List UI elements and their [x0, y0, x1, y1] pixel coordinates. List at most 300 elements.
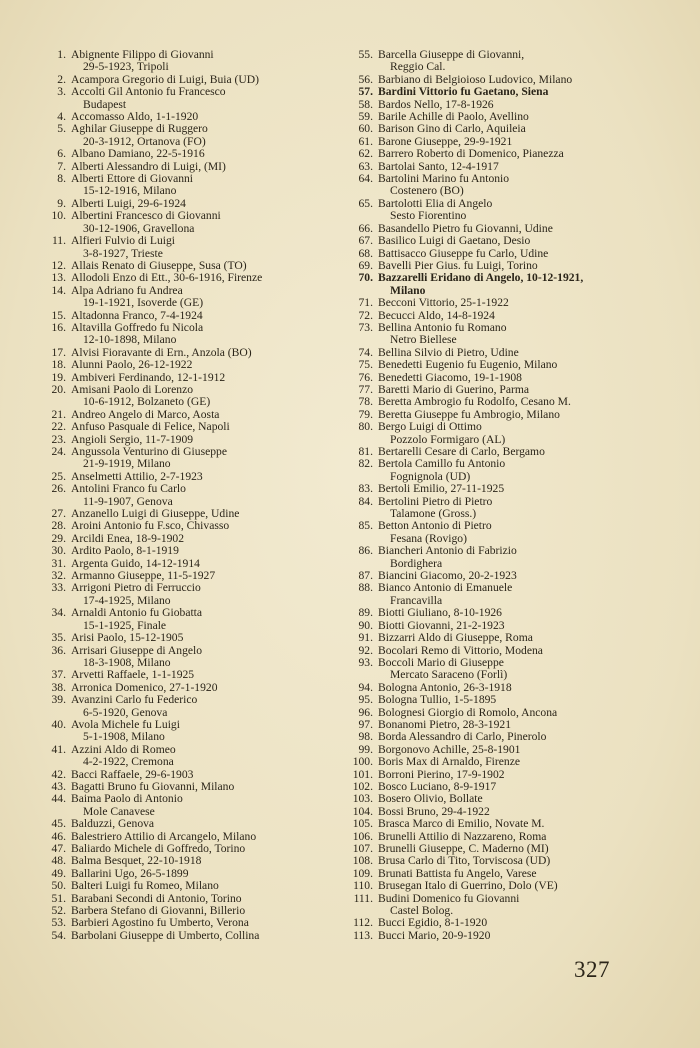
- entry-name-line: Bergo Luigi di Ottimo: [378, 420, 482, 434]
- entry-number: 1.: [57, 48, 66, 61]
- entry-number: 54.: [51, 928, 66, 942]
- entry-name-line: Bolognesi Giorgio di Romolo, Ancona: [378, 705, 558, 719]
- entry-continuation-line: 11-9-1907, Genova: [83, 494, 173, 508]
- entry-name-line: Bartolai Santo, 12-4-1917: [378, 159, 499, 173]
- entry-name-line: Bucci Egidio, 8-1-1920: [378, 916, 488, 930]
- entry-number: 26.: [51, 482, 66, 496]
- entry-name-line: Bizzarri Aldo di Giuseppe, Roma: [378, 631, 533, 645]
- entry-number: 65.: [358, 196, 373, 210]
- list-item: [344, 458, 689, 483]
- entry-continuation-line: Budapest: [83, 97, 127, 111]
- list-item: [40, 285, 340, 310]
- entry-text: [71, 793, 183, 818]
- list-item: [40, 632, 340, 644]
- entry-number: 22.: [51, 420, 66, 434]
- list-item: [344, 297, 689, 309]
- entry-number: 44.: [51, 792, 66, 806]
- entry-name-line: Borda Alessandro di Carlo, Pinerolo: [378, 730, 547, 744]
- entry-number: 29.: [51, 531, 66, 545]
- entry-name-line: Biotti Giovanni, 21-2-1923: [378, 618, 505, 632]
- list-item: [344, 322, 689, 347]
- entry-name-line: Abignente Filippo di Giovanni: [71, 48, 214, 61]
- entry-number: 32.: [51, 569, 66, 583]
- entry-name-line: Bartolini Marino fu Antonio: [378, 172, 510, 186]
- list-item: [40, 421, 340, 433]
- entry-text: [378, 520, 492, 545]
- entry-number: 50.: [51, 879, 66, 893]
- entry-name-line: Biotti Giuliano, 8-10-1926: [378, 606, 502, 620]
- entry-number: 28.: [51, 519, 66, 533]
- entry-name-line: Barbiano di Belgioioso Ludovico, Milano: [378, 72, 573, 86]
- list-item: [344, 818, 689, 830]
- entry-name-line: Beretta Ambrogio fu Rodolfo, Cesano M.: [378, 395, 571, 409]
- entry-name-line: Barison Gino di Carlo, Aquileia: [378, 122, 526, 136]
- entry-text: [71, 582, 201, 607]
- entry-name-line: Balma Besquet, 22-10-1918: [71, 854, 202, 868]
- entry-text: [71, 123, 208, 148]
- entry-name-line: Avola Michele fu Luigi: [71, 717, 180, 731]
- entry-name-line: Argenta Guido, 14-12-1914: [71, 556, 200, 570]
- list-item: [344, 930, 689, 942]
- entry-name-line: Beretta Giuseppe fu Ambrogio, Milano: [378, 407, 560, 421]
- entry-number: 79.: [358, 407, 373, 421]
- entry-continuation-line: 6-5-1920, Genova: [83, 705, 168, 719]
- entry-text: [71, 86, 226, 111]
- entry-name-line: Angussola Venturino di Giuseppe: [71, 445, 227, 458]
- entry-name-line: Bavelli Pier Gius. fu Luigi, Torino: [378, 258, 538, 272]
- entry-continuation-line: 20-3-1912, Ortanova (FO): [83, 134, 206, 148]
- entry-number: 97.: [358, 717, 373, 731]
- entry-number: 99.: [358, 742, 373, 756]
- entry-name-line: Basilico Luigi di Gaetano, Desio: [378, 234, 531, 248]
- entry-name-line: Allodoli Enzo di Ett., 30-6-1916, Firenze: [71, 271, 263, 285]
- list-item: [344, 148, 689, 160]
- entry-number: 16.: [51, 320, 66, 334]
- entry-text: [71, 632, 183, 644]
- entry-text: [378, 756, 520, 768]
- list-item: [344, 496, 689, 521]
- entry-continuation-line: 4-2-1922, Cremona: [83, 755, 174, 769]
- entry-text: [71, 173, 193, 198]
- entry-text: [378, 49, 524, 74]
- entry-text: [378, 607, 502, 619]
- entry-text: [378, 297, 509, 309]
- entry-name-line: Accolti Gil Antonio fu Francesco: [71, 85, 226, 99]
- entry-number: 45.: [51, 817, 66, 831]
- entry-name-line: Boris Max di Arnaldo, Firenze: [378, 755, 521, 769]
- entry-number: 72.: [358, 308, 373, 322]
- entry-text: [71, 930, 259, 942]
- entry-continuation-line: Milano: [390, 283, 426, 297]
- entry-name-line: Arcildi Enea, 18-9-1902: [71, 531, 185, 545]
- entry-name-line: Brunati Battista fu Angelo, Varese: [378, 866, 537, 880]
- entry-number: 10.: [51, 209, 66, 223]
- entry-name-line: Brunelli Attilio di Nazzareno, Roma: [378, 829, 547, 843]
- entry-continuation-line: Costenero (BO): [390, 184, 464, 198]
- entry-name-line: Bosco Luciano, 8-9-1917: [378, 779, 497, 793]
- entry-text: [71, 446, 227, 471]
- entry-number: 12.: [51, 258, 66, 272]
- entry-name-line: Borroni Pierino, 17-9-1902: [378, 767, 505, 781]
- entry-number: 18.: [51, 358, 66, 372]
- entry-number: 4.: [57, 110, 66, 124]
- entry-number: 17.: [51, 345, 66, 359]
- list-item: [344, 545, 689, 570]
- entry-number: 25.: [51, 469, 66, 483]
- entry-number: 105.: [352, 817, 373, 831]
- entry-name-line: Becucci Aldo, 14-8-1924: [378, 308, 495, 322]
- list-item: [40, 384, 340, 409]
- list-item: [40, 272, 340, 284]
- entry-number: 108.: [352, 854, 373, 868]
- entry-name-line: Bossi Bruno, 29-4-1922: [378, 804, 490, 818]
- entry-text: [378, 235, 530, 247]
- entry-text: [378, 731, 546, 743]
- entry-name-line: Brusegan Italo di Guerrino, Dolo (VE): [378, 879, 558, 893]
- entry-number: 90.: [358, 618, 373, 632]
- entry-number: 73.: [358, 320, 373, 334]
- entry-name-line: Arisi Paolo, 15-12-1905: [71, 631, 184, 645]
- list-item: [344, 483, 689, 495]
- entry-continuation-line: 15-12-1916, Milano: [83, 184, 177, 198]
- entry-name-line: Alpa Adriano fu Andrea: [71, 283, 183, 297]
- entry-text: [71, 669, 194, 681]
- entry-continuation-line: Pozzolo Formigaro (AL): [390, 432, 506, 446]
- entry-name-line: Brunelli Giuseppe, C. Maderno (MI): [378, 842, 549, 855]
- entry-name-line: Ballarini Ugo, 26-5-1899: [71, 866, 189, 880]
- list-item: [40, 545, 340, 557]
- entry-number: 52.: [51, 904, 66, 918]
- list-item: [40, 744, 340, 769]
- entry-text: [378, 893, 519, 918]
- entry-name-line: Bosero Olivio, Bollate: [378, 792, 483, 806]
- entry-number: 51.: [51, 891, 66, 905]
- entry-name-line: Bologna Antonio, 26-3-1918: [378, 680, 512, 694]
- list-item: [344, 123, 689, 135]
- entry-number: 62.: [358, 147, 373, 161]
- entry-name-line: Arrigoni Pietro di Ferruccio: [71, 581, 201, 595]
- entry-name-line: Bologna Tullio, 1-5-1895: [378, 693, 497, 707]
- entry-number: 84.: [358, 494, 373, 508]
- entry-name-line: Becconi Vittorio, 25-1-1922: [378, 296, 509, 310]
- list-item: [344, 421, 689, 446]
- entry-number: 2.: [57, 72, 66, 86]
- entry-continuation-line: Bordighera: [390, 556, 443, 570]
- entry-number: 57.: [358, 85, 373, 99]
- entry-number: 55.: [358, 48, 373, 61]
- entry-continuation-line: Fesana (Rovigo): [390, 531, 467, 545]
- entry-continuation-line: Mole Canavese: [83, 804, 155, 818]
- list-item: [344, 756, 689, 768]
- list-item: [344, 731, 689, 743]
- entry-number: 19.: [51, 370, 66, 384]
- entry-name-line: Baima Paolo di Antonio: [71, 792, 183, 806]
- entry-name-line: Avanzini Carlo fu Federico: [71, 693, 198, 707]
- list-item: [40, 235, 340, 260]
- entry-text: [71, 148, 205, 160]
- entry-number: 9.: [57, 196, 66, 210]
- entry-number: 66.: [358, 221, 373, 235]
- entry-number: 81.: [358, 445, 373, 458]
- entry-name-line: Brasca Marco di Emilio, Novate M.: [378, 817, 545, 831]
- entry-name-line: Balestriero Attilio di Arcangelo, Milano: [71, 829, 257, 843]
- list-item: [40, 930, 340, 942]
- entry-name-line: Bianco Antonio di Emanuele: [378, 581, 513, 595]
- entry-number: 64.: [358, 172, 373, 186]
- names-column-right: [344, 49, 689, 942]
- entry-name-line: Angioli Sergio, 11-7-1909: [71, 432, 194, 446]
- entry-number: 30.: [51, 544, 66, 558]
- list-item: [40, 880, 340, 892]
- entry-name-line: Battisacco Giuseppe fu Carlo, Udine: [378, 246, 549, 260]
- entry-name-line: Andreo Angelo di Marco, Aosta: [71, 407, 220, 421]
- page-number: 327: [574, 957, 610, 982]
- entry-name-line: Bucci Mario, 20-9-1920: [378, 928, 491, 942]
- entry-number: 61.: [358, 134, 373, 148]
- entry-text: [71, 855, 201, 867]
- entry-text: [378, 694, 496, 706]
- entry-number: 88.: [358, 581, 373, 595]
- entry-number: 23.: [51, 432, 66, 446]
- entry-name-line: Arvetti Raffaele, 1-1-1925: [71, 668, 195, 682]
- entry-name-line: Bertola Camillo fu Antonio: [378, 457, 506, 471]
- entry-number: 8.: [57, 172, 66, 186]
- entry-number: 48.: [51, 854, 66, 868]
- list-item: [40, 210, 340, 235]
- entry-number: 69.: [358, 258, 373, 272]
- entry-number: 75.: [358, 358, 373, 372]
- entry-continuation-line: Castel Bolog.: [390, 904, 454, 918]
- entry-continuation-line: 18-3-1908, Milano: [83, 655, 171, 669]
- list-item: [344, 396, 689, 408]
- entry-name-line: Balteri Luigi fu Romeo, Milano: [71, 879, 219, 893]
- entry-name-line: Baliardo Michele di Goffredo, Torino: [71, 842, 246, 855]
- entry-text: [378, 483, 504, 495]
- entry-number: 35.: [51, 631, 66, 645]
- entry-continuation-line: Mercato Saraceno (Forlì): [390, 668, 508, 682]
- entry-text: [71, 645, 202, 670]
- entry-name-line: Benedetti Eugenio fu Eugenio, Milano: [378, 358, 558, 372]
- entry-name-line: Arronica Domenico, 27-1-1920: [71, 680, 218, 694]
- entry-number: 31.: [51, 556, 66, 570]
- entry-number: 21.: [51, 407, 66, 421]
- entry-name-line: Albano Damiano, 22-5-1916: [71, 147, 205, 161]
- entry-name-line: Acampora Gregorio di Luigi, Buia (UD): [71, 72, 260, 86]
- entry-number: 13.: [51, 271, 66, 285]
- entry-number: 33.: [51, 581, 66, 595]
- entry-name-line: Bertarelli Cesare di Carlo, Bergamo: [378, 445, 545, 458]
- entry-number: 59.: [358, 110, 373, 124]
- list-item: [40, 173, 340, 198]
- entry-continuation-line: 3-8-1927, Trieste: [83, 246, 163, 260]
- entry-name-line: Bardini Vittorio fu Gaetano, Siena: [378, 85, 549, 99]
- entry-number: 36.: [51, 643, 66, 657]
- entry-name-line: Ambiveri Ferdinando, 12-1-1912: [71, 370, 226, 384]
- entry-name-line: Aroini Antonio fu F.sco, Chivasso: [71, 519, 230, 533]
- entry-text: [378, 272, 583, 297]
- entry-number: 76.: [358, 370, 373, 384]
- entry-continuation-line: 5-1-1908, Milano: [83, 730, 165, 744]
- entry-name-line: Barbolani Giuseppe di Umberto, Collina: [71, 928, 260, 942]
- entry-number: 74.: [358, 345, 373, 359]
- list-item: [344, 880, 689, 892]
- entry-name-line: Anzanello Luigi di Giuseppe, Udine: [71, 507, 240, 521]
- list-item: [344, 657, 689, 682]
- entry-name-line: Bagatti Bruno fu Giovanni, Milano: [71, 779, 235, 793]
- list-item: [344, 607, 689, 619]
- entry-text: [378, 917, 487, 929]
- entry-continuation-line: 10-6-1912, Bolzaneto (GE): [83, 395, 211, 409]
- entry-text: [71, 384, 210, 409]
- entry-name-line: Bellina Antonio fu Romano: [378, 320, 507, 334]
- list-item: [344, 198, 689, 223]
- entry-number: 27.: [51, 507, 66, 521]
- entry-text: [71, 818, 154, 830]
- entry-text: [378, 458, 505, 483]
- entry-number: 24.: [51, 445, 66, 458]
- entry-name-line: Aghilar Giuseppe di Ruggero: [71, 122, 208, 136]
- entry-text: [378, 359, 557, 371]
- list-item: [40, 917, 340, 929]
- list-item: [40, 86, 340, 111]
- list-item: [344, 235, 689, 247]
- entry-name-line: Allais Renato di Giuseppe, Susa (TO): [71, 258, 247, 272]
- entry-number: 101.: [352, 767, 373, 781]
- entry-number: 78.: [358, 395, 373, 409]
- entry-number: 40.: [51, 717, 66, 731]
- entry-number: 68.: [358, 246, 373, 260]
- entry-name-line: Barcella Giuseppe di Giovanni,: [378, 48, 525, 61]
- entry-continuation-line: 29-5-1923, Tripoli: [83, 60, 169, 74]
- entry-number: 109.: [352, 866, 373, 880]
- entry-name-line: Albertini Francesco di Giovanni: [71, 209, 221, 223]
- entry-number: 113.: [353, 928, 373, 942]
- entry-number: 67.: [358, 234, 373, 248]
- entry-continuation-line: Fognignola (UD): [390, 469, 471, 483]
- entry-number: 100.: [352, 755, 373, 769]
- entry-name-line: Alvisi Fioravante di Ern., Anzola (BO): [71, 345, 252, 359]
- list-item: [40, 582, 340, 607]
- entry-text: [378, 198, 492, 223]
- entry-name-line: Alfieri Fulvio di Luigi: [71, 234, 176, 248]
- entry-name-line: Alberti Luigi, 29-6-1924: [71, 196, 186, 210]
- entry-name-line: Amisani Paolo di Lorenzo: [71, 382, 194, 396]
- list-item: [344, 917, 689, 929]
- list-item: [40, 148, 340, 160]
- entry-continuation-line: Talamone (Gross.): [390, 507, 477, 521]
- entry-name-line: Barabani Secondi di Antonio, Torino: [71, 891, 242, 905]
- entry-number: 83.: [358, 482, 373, 496]
- entry-number: 15.: [51, 308, 66, 322]
- entry-number: 70.: [358, 271, 373, 285]
- entry-text: [71, 49, 214, 74]
- entry-text: [71, 359, 192, 371]
- list-item: [344, 632, 689, 644]
- list-item: [40, 49, 340, 74]
- entry-number: 7.: [57, 159, 66, 173]
- entry-continuation-line: Netro Biellese: [390, 333, 457, 347]
- list-item: [40, 322, 340, 347]
- entry-number: 60.: [358, 122, 373, 136]
- entry-number: 71.: [358, 296, 373, 310]
- entry-name-line: Bellina Silvio di Pietro, Udine: [378, 345, 519, 359]
- entry-text: [71, 607, 202, 632]
- entry-name-line: Barbera Stefano di Giovanni, Billerio: [71, 904, 246, 918]
- entry-continuation-line: Sesto Fiorentino: [390, 209, 467, 223]
- entry-number: 37.: [51, 668, 66, 682]
- entry-number: 5.: [57, 122, 66, 136]
- entry-text: [378, 322, 507, 347]
- entry-name-line: Anselmetti Attilio, 2-7-1923: [71, 469, 203, 483]
- entry-number: 93.: [358, 655, 373, 669]
- entry-name-line: Altadonna Franco, 7-4-1924: [71, 308, 203, 322]
- entry-number: 106.: [352, 829, 373, 843]
- list-item: [40, 123, 340, 148]
- list-item: [344, 520, 689, 545]
- entry-continuation-line: 19-1-1921, Isoverde (GE): [83, 296, 204, 310]
- entry-text: [378, 396, 571, 408]
- entry-number: 103.: [352, 792, 373, 806]
- entry-name-line: Bonanomi Pietro, 28-3-1921: [378, 717, 511, 731]
- entry-text: [71, 545, 179, 557]
- entry-name-line: Bocolari Remo di Vittorio, Modena: [378, 643, 543, 657]
- entry-name-line: Arrisari Giuseppe di Angelo: [71, 643, 203, 657]
- entry-number: 85.: [358, 519, 373, 533]
- entry-continuation-line: Reggio Cal.: [390, 60, 446, 74]
- entry-text: [378, 421, 505, 446]
- entry-text: [71, 520, 229, 532]
- entry-name-line: Barone Giuseppe, 29-9-1921: [378, 134, 513, 148]
- entry-number: 111.: [353, 891, 373, 905]
- list-item: [40, 669, 340, 681]
- entry-text: [71, 421, 230, 433]
- list-item: [40, 855, 340, 867]
- entry-text: [71, 744, 176, 769]
- entry-text: [378, 632, 533, 644]
- entry-number: 92.: [358, 643, 373, 657]
- entry-name-line: Alunni Paolo, 26-12-1922: [71, 358, 193, 372]
- entry-text: [71, 880, 219, 892]
- entry-continuation-line: 12-10-1898, Milano: [83, 333, 177, 347]
- entry-number: 42.: [51, 767, 66, 781]
- entry-number: 6.: [57, 147, 66, 161]
- entry-text: [378, 818, 544, 830]
- entry-text: [378, 496, 492, 521]
- list-item: [344, 173, 689, 198]
- entry-name-line: Bardos Nello, 17-8-1926: [378, 97, 494, 111]
- entry-number: 20.: [51, 382, 66, 396]
- entry-number: 102.: [352, 779, 373, 793]
- list-item: [344, 855, 689, 867]
- entry-text: [378, 148, 564, 160]
- entry-name-line: Basandello Pietro fu Giovanni, Udine: [378, 221, 553, 235]
- entry-name-line: Accomasso Aldo, 1-1-1920: [71, 110, 199, 124]
- entry-name-line: Boccoli Mario di Giuseppe: [378, 655, 504, 669]
- entry-number: 53.: [51, 916, 66, 930]
- entry-number: 11.: [51, 234, 66, 248]
- entry-text: [378, 930, 490, 942]
- entry-name-line: Benedetti Giacomo, 19-1-1908: [378, 370, 522, 384]
- entry-name-line: Bertoli Emilio, 27-11-1925: [378, 482, 505, 496]
- entry-name-line: Altavilla Goffredo fu Nicola: [71, 320, 204, 334]
- entry-number: 98.: [358, 730, 373, 744]
- entry-number: 104.: [352, 804, 373, 818]
- entry-text: [378, 880, 558, 892]
- entry-number: 3.: [57, 85, 66, 99]
- entry-name-line: Bartolotti Elia di Angelo: [378, 196, 493, 210]
- entry-name-line: Baretti Mario di Guerino, Parma: [378, 382, 530, 396]
- entry-number: 34.: [51, 606, 66, 620]
